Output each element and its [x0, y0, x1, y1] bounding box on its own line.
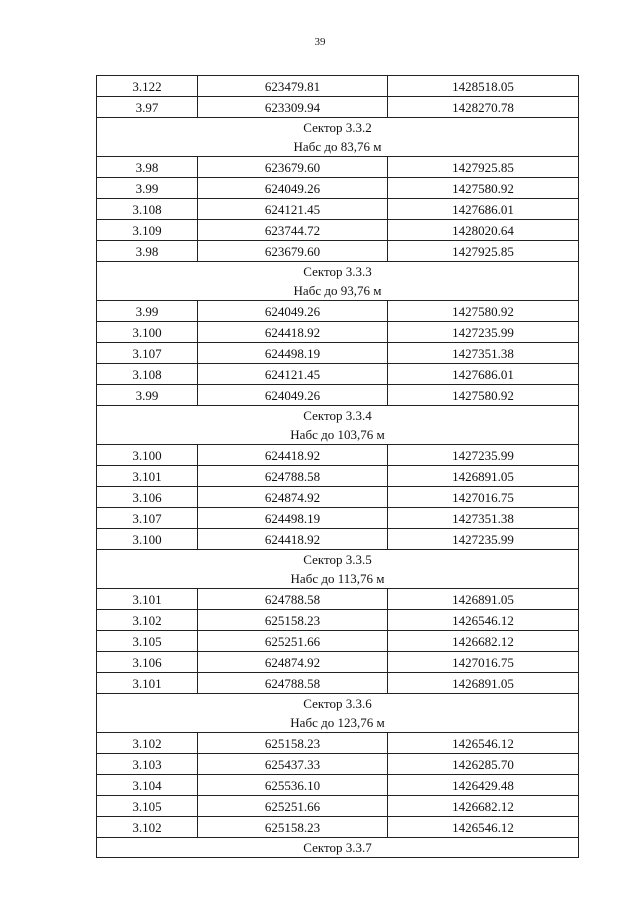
table-row: [97, 652, 579, 673]
page-number: 39: [314, 36, 326, 48]
point-number-cell: 3.105: [97, 796, 198, 817]
table-row: [97, 76, 579, 97]
table-row: [97, 508, 579, 529]
x-coordinate-cell: 624418.92: [198, 445, 388, 466]
x-coordinate-cell: 624418.92: [198, 529, 388, 550]
sector-header-cell: [97, 406, 579, 445]
sector-header-row: [97, 406, 579, 445]
table-row: [97, 817, 579, 838]
y-coordinate-cell: 1426891.05: [388, 673, 579, 694]
point-number-cell: 3.108: [97, 199, 198, 220]
y-coordinate-cell: 1427580.92: [388, 301, 579, 322]
x-coordinate-cell: 625158.23: [198, 817, 388, 838]
table-row: [97, 631, 579, 652]
point-number-cell: 3.100: [97, 529, 198, 550]
y-coordinate-cell: 1427686.01: [388, 199, 579, 220]
sector-header-row: [97, 262, 579, 301]
y-coordinate-cell: 1426429.48: [388, 775, 579, 796]
sector-height-limit: Набс до 123,76 м: [290, 715, 385, 730]
y-coordinate-cell: 1427351.38: [388, 343, 579, 364]
sector-header-row: [97, 550, 579, 589]
point-number-cell: 3.105: [97, 631, 198, 652]
x-coordinate-cell: 625437.33: [198, 754, 388, 775]
sector-height-limit: Набс до 93,76 м: [293, 283, 382, 298]
x-coordinate-cell: 623679.60: [198, 241, 388, 262]
y-coordinate-cell: 1426546.12: [388, 733, 579, 754]
coordinates-table: [96, 75, 579, 858]
table-row: [97, 241, 579, 262]
y-coordinate-cell: 1426546.12: [388, 817, 579, 838]
y-coordinate-cell: 1427580.92: [388, 178, 579, 199]
point-number-cell: 3.106: [97, 487, 198, 508]
sector-header-row: [97, 118, 579, 157]
y-coordinate-cell: 1427351.38: [388, 508, 579, 529]
x-coordinate-cell: 624498.19: [198, 508, 388, 529]
point-number-cell: 3.107: [97, 343, 198, 364]
table-row: [97, 466, 579, 487]
x-coordinate-cell: 624049.26: [198, 301, 388, 322]
point-number-cell: 3.98: [97, 241, 198, 262]
x-coordinate-cell: 624049.26: [198, 178, 388, 199]
table-row: [97, 445, 579, 466]
point-number-cell: 3.101: [97, 466, 198, 487]
point-number-cell: 3.101: [97, 673, 198, 694]
sector-height-limit: Набс до 113,76 м: [290, 571, 385, 586]
point-number-cell: 3.122: [97, 76, 198, 97]
x-coordinate-cell: 624049.26: [198, 385, 388, 406]
x-coordinate-cell: 625251.66: [198, 796, 388, 817]
point-number-cell: 3.103: [97, 754, 198, 775]
y-coordinate-cell: 1427925.85: [388, 157, 579, 178]
sector-height-limit: Набс до 83,76 м: [293, 139, 382, 154]
sector-header-cell: [97, 118, 579, 157]
sector-title: Сектор 3.3.5: [303, 552, 372, 567]
y-coordinate-cell: 1428020.64: [388, 220, 579, 241]
x-coordinate-cell: 625536.10: [198, 775, 388, 796]
x-coordinate-cell: 623479.81: [198, 76, 388, 97]
table-row: [97, 589, 579, 610]
y-coordinate-cell: 1426891.05: [388, 466, 579, 487]
table-row: [97, 796, 579, 817]
table-row: [97, 343, 579, 364]
table-row: [97, 775, 579, 796]
table-row: [97, 220, 579, 241]
x-coordinate-cell: 624874.92: [198, 487, 388, 508]
x-coordinate-cell: 623679.60: [198, 157, 388, 178]
point-number-cell: 3.102: [97, 610, 198, 631]
sector-header-row: [97, 838, 579, 858]
y-coordinate-cell: 1426682.12: [388, 631, 579, 652]
point-number-cell: 3.100: [97, 445, 198, 466]
x-coordinate-cell: 625251.66: [198, 631, 388, 652]
sector-header-cell: [97, 838, 579, 858]
coordinates-table-body: [97, 76, 579, 858]
sector-title: Сектор 3.3.2: [303, 120, 372, 135]
y-coordinate-cell: 1427925.85: [388, 241, 579, 262]
point-number-cell: 3.106: [97, 652, 198, 673]
y-coordinate-cell: 1428270.78: [388, 97, 579, 118]
table-row: [97, 733, 579, 754]
sector-header-cell: [97, 262, 579, 301]
sector-title: Сектор 3.3.3: [303, 264, 372, 279]
sector-height-limit: Набс до 103,76 м: [290, 427, 385, 442]
y-coordinate-cell: 1427016.75: [388, 487, 579, 508]
point-number-cell: 3.98: [97, 157, 198, 178]
x-coordinate-cell: 624788.58: [198, 673, 388, 694]
x-coordinate-cell: 625158.23: [198, 610, 388, 631]
y-coordinate-cell: 1426682.12: [388, 796, 579, 817]
sector-title: Сектор 3.3.4: [303, 408, 372, 423]
x-coordinate-cell: 624121.45: [198, 364, 388, 385]
table-row: [97, 322, 579, 343]
x-coordinate-cell: 623309.94: [198, 97, 388, 118]
point-number-cell: 3.99: [97, 301, 198, 322]
point-number-cell: 3.99: [97, 385, 198, 406]
point-number-cell: 3.99: [97, 178, 198, 199]
table-row: [97, 199, 579, 220]
x-coordinate-cell: 625158.23: [198, 733, 388, 754]
point-number-cell: 3.109: [97, 220, 198, 241]
table-row: [97, 178, 579, 199]
sector-header-cell: [97, 694, 579, 733]
point-number-cell: 3.100: [97, 322, 198, 343]
x-coordinate-cell: 623744.72: [198, 220, 388, 241]
y-coordinate-cell: 1427580.92: [388, 385, 579, 406]
y-coordinate-cell: 1426891.05: [388, 589, 579, 610]
y-coordinate-cell: 1427686.01: [388, 364, 579, 385]
y-coordinate-cell: 1426546.12: [388, 610, 579, 631]
table-row: [97, 673, 579, 694]
y-coordinate-cell: 1427235.99: [388, 529, 579, 550]
table-row: [97, 754, 579, 775]
point-number-cell: 3.102: [97, 817, 198, 838]
y-coordinate-cell: 1427235.99: [388, 445, 579, 466]
sector-title: Сектор 3.3.6: [303, 696, 372, 711]
x-coordinate-cell: 624418.92: [198, 322, 388, 343]
table-row: [97, 97, 579, 118]
point-number-cell: 3.104: [97, 775, 198, 796]
sector-header-row: [97, 694, 579, 733]
x-coordinate-cell: 624121.45: [198, 199, 388, 220]
point-number-cell: 3.108: [97, 364, 198, 385]
point-number-cell: 3.107: [97, 508, 198, 529]
point-number-cell: 3.97: [97, 97, 198, 118]
table-row: [97, 385, 579, 406]
x-coordinate-cell: 624874.92: [198, 652, 388, 673]
y-coordinate-cell: 1427016.75: [388, 652, 579, 673]
table-row: [97, 301, 579, 322]
y-coordinate-cell: 1426285.70: [388, 754, 579, 775]
table-row: [97, 157, 579, 178]
y-coordinate-cell: 1428518.05: [388, 76, 579, 97]
table-row: [97, 529, 579, 550]
sector-header-cell: [97, 550, 579, 589]
y-coordinate-cell: 1427235.99: [388, 322, 579, 343]
x-coordinate-cell: 624498.19: [198, 343, 388, 364]
point-number-cell: 3.102: [97, 733, 198, 754]
table-row: [97, 610, 579, 631]
sector-title: Сектор 3.3.7: [303, 839, 372, 855]
table-row: [97, 487, 579, 508]
x-coordinate-cell: 624788.58: [198, 589, 388, 610]
x-coordinate-cell: 624788.58: [198, 466, 388, 487]
point-number-cell: 3.101: [97, 589, 198, 610]
table-row: [97, 364, 579, 385]
